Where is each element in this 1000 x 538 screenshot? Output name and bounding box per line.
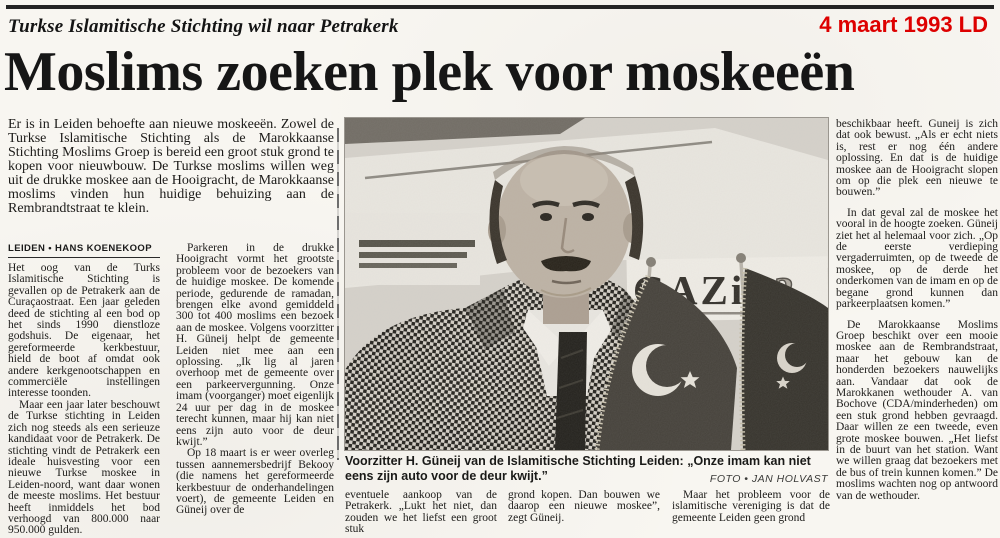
paragraph: grond kopen. Dan bouwen we daarop een nieuwe moskee”, zegt Güneij. xyxy=(508,489,660,524)
byline: LEIDEN • HANS KOENEKOOP xyxy=(8,243,160,258)
column-1 xyxy=(8,263,160,537)
caption-text: Voorzitter H. Güneij van de Islamitische Stichting Leiden: „Onze imam kan niet eens zijn auto voor de deur kwijt.” xyxy=(345,454,811,484)
column-6 xyxy=(836,119,998,502)
photo-credit: FOTO • JAN HOLVAST xyxy=(709,473,828,486)
kicker-headline: Turkse Islamitische Stichting wil naar Petrakerk xyxy=(8,16,399,37)
paragraph: Het oog van de Turks Islamitische Stichting is gevallen op de Petrakerk aan de Curaçaostraat. Een jaar geleden deed de stichting al een bod op het sinds 1990 dienstloze godshuis. De eigenaar, het gereformeerde kerkbestuur, hield de boot af omdat ook andere kerkgenootschappen en commerciële instellingen interesse toonden. xyxy=(8,262,160,400)
paragraph: beschikbaar heeft. Guneij is zich dat ook bewust. „Als er echt niets is, rest er nog één andere oplossing. En dat is de huidige moskee aan de Hooigracht slopen om op die plek een nieuwe te bouwen.” xyxy=(836,118,998,199)
photo-caption xyxy=(345,454,828,486)
column-5 xyxy=(672,490,830,524)
column-3 xyxy=(345,490,497,536)
intro-paragraph: Er is in Leiden behoefte aan nieuwe moskeeën. Zowel de Turkse Islamitische Stichting als de Marokkaanse Stichting Moslims Groep is bereid een groot stuk grond te kopen voor nieuwbouw. De Turkse moslims willen weg uit de drukke moskee aan de Hooigracht, de Marokkaanse moslims vinden hun huidige behuizing aan de Rembrandtstraat te klein. xyxy=(8,117,334,216)
paragraph: Maar het probleem voor de islamitische vereniging is dat de gemeente Leiden geen grond xyxy=(672,489,830,524)
date-stamp: 4 maart 1993 LD xyxy=(819,12,988,37)
news-photo-illustration xyxy=(345,118,828,450)
main-headline: Moslims zoeken plek voor moskeeën xyxy=(4,41,855,103)
top-rule-divider xyxy=(6,5,994,9)
photo-grain xyxy=(345,118,828,450)
column-rule xyxy=(337,128,339,460)
column-4 xyxy=(508,490,660,524)
paragraph: eventuele aankoop van de Petrakerk. „Lukt het niet, dan zouden we het liefst een groot stuk xyxy=(345,489,497,536)
paragraph: De Marokkaanse Moslims Groep beschikt over een mooie moskee aan de Rembrandstraat, maar het gebouw kan de honderden bezoekers nauwelijks aan. Vandaar dat ook de Marokkanen wethouder A. van Bochove (CDA/minderheden) om een stuk grond hebben gevraagd. Daar willen ze een tweede, even grote moskee bouwen. „Het liefst in de buurt van het station. Want we willen graag dat bezoekers met de bus of trein kunnen komen.” De moslims wachten nog op antwoord van de wethouder. xyxy=(836,318,998,502)
paragraph: In dat geval zal de moskee het vooral in de hoogte zoeken. Güneij ziet het al helemaal voor zich. „Op de eerste verdieping vergaderruimten, op de tweede de moskee, op de derde het onderkomen van de imam en op de begane grond kunnen dan parkeerplaatsen komen.” xyxy=(836,206,998,311)
paragraph: Parkeren in de drukke Hooigracht vormt het grootste probleem voor de bezoekers van de huidige moskee. De komende periode, gedurende de ramadan, brengen elke avond gemiddeld 300 tot 400 moslims een bezoek aan de moskee. Volgens voorzitter H. Güneij helpt de gemeente Leiden niet mee aan een oplossing. „Ik lig al jaren overhoop met de gemeente over een parkeervergunning. Onze imam (voorganger) moet eigenlijk 24 uur per dag in de moskee terecht kunnen, maar hij kan niet eens zijn auto voor de deur kwijt.” xyxy=(176,242,334,448)
column-2 xyxy=(176,243,334,517)
paragraph: Maar een jaar later beschouwt de Turkse stichting in Leiden zich nog steeds als een serieuze kandidaat voor de Petrakerk. De stichting vindt de Petrakerk een ideale huisvesting voor een nieuwe Turkse moskee in Leiden-noord, want daar wonen de meeste moslims. Het bestuur heeft inmiddels het bod verhoogd van 800.000 naar 950.000 gulden. xyxy=(8,398,160,537)
paragraph: Op 18 maart is er weer overleg tussen aannemersbedrijf Bekooy (die namens het gereformeerde kerkbestuur de onderhandelingen voert), de gemeente Leiden en Güneij over de xyxy=(176,447,334,517)
news-photo xyxy=(345,118,828,450)
